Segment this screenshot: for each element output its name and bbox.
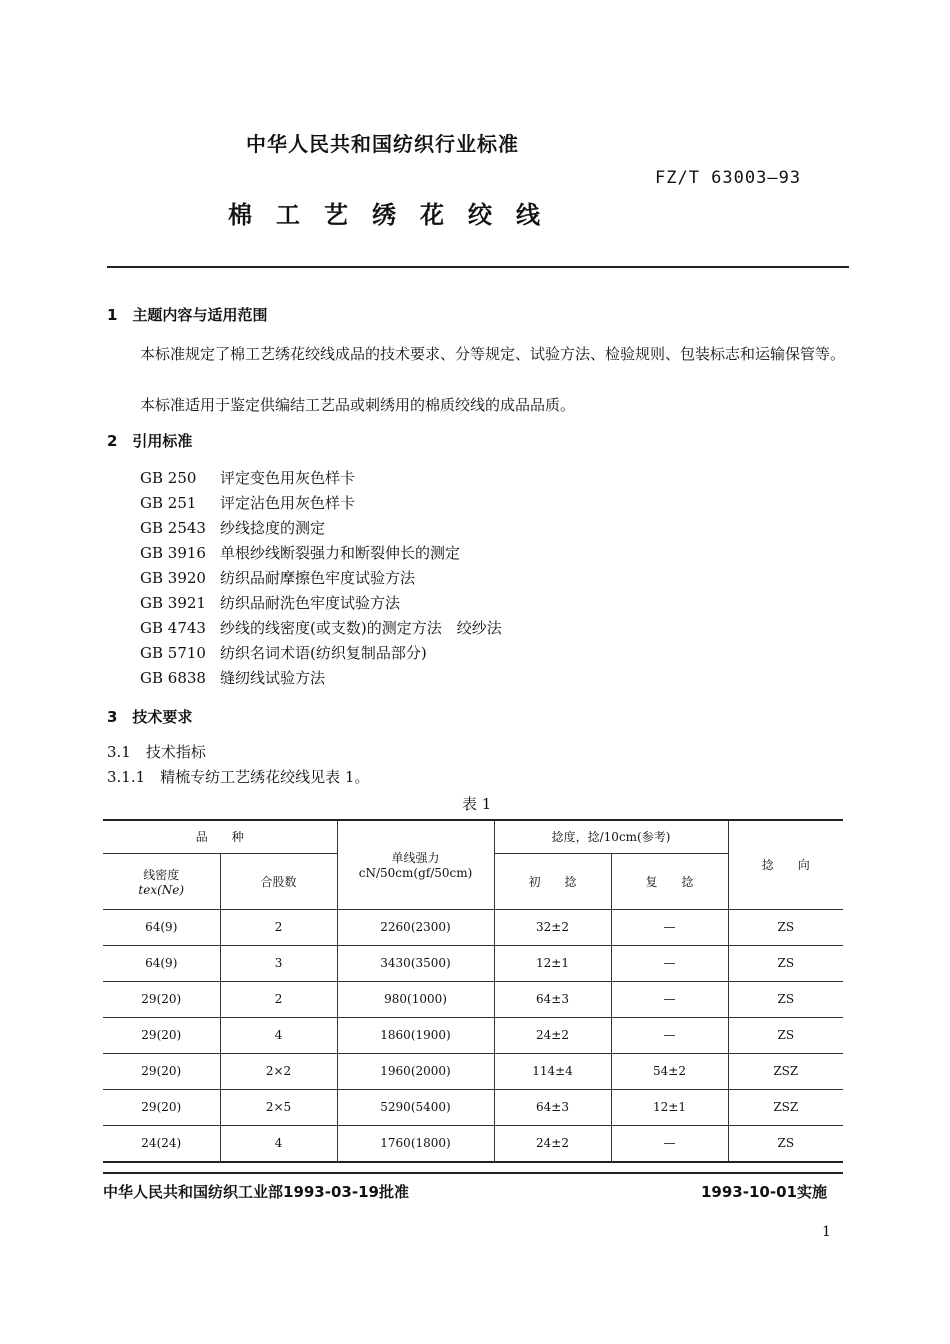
reference-title: 评定变色用灰色样卡 — [220, 469, 356, 487]
header-single-strength — [337, 820, 494, 909]
reference-item — [140, 516, 502, 541]
cell-re-twist: — — [611, 909, 728, 945]
table-row — [103, 1017, 843, 1053]
cell-plies: 2 — [220, 909, 337, 945]
cell-re-twist: — — [611, 981, 728, 1017]
reference-item — [140, 641, 502, 666]
effective-date: 1993-10-01实施 — [701, 1183, 827, 1201]
reference-title: 单根纱线断裂强力和断裂伸长的测定 — [220, 544, 461, 562]
table-row — [103, 981, 843, 1017]
table-row — [103, 909, 843, 945]
cell-re-twist: — — [611, 1017, 728, 1053]
subsection-3-1-1: 3.1.1 精梳专纺工艺绣花绞线见表 1。 — [107, 768, 370, 786]
cell-re-twist: 12±1 — [611, 1089, 728, 1125]
cell-initial-twist: 24±2 — [494, 1017, 611, 1053]
cell-strength: 1760(1800) — [337, 1125, 494, 1162]
header-variety: 品 种 — [103, 820, 337, 853]
cell-direction: ZS — [728, 909, 843, 945]
cell-direction: ZSZ — [728, 1089, 843, 1125]
reference-code: GB 251 — [140, 494, 197, 512]
table-row — [103, 1053, 843, 1089]
reference-item — [140, 541, 502, 566]
issuing-organization-title: 中华人民共和国纺织行业标准 — [246, 132, 519, 156]
reference-item — [140, 491, 502, 516]
table-row — [103, 1089, 843, 1125]
header-density-label: 线密度 — [143, 867, 180, 882]
reference-code: GB 250 — [140, 469, 197, 487]
table-caption: 表 1 — [462, 795, 492, 813]
reference-code: GB 6838 — [140, 669, 206, 687]
cell-direction: ZS — [728, 1017, 843, 1053]
approval-line: 中华人民共和国纺织工业部1993-03-19批准 — [103, 1183, 409, 1201]
section-1-paragraph-2: 本标准适用于鉴定供编结工艺品或刺绣用的棉质绞线的成品品质。 — [140, 396, 576, 414]
cell-initial-twist: 32±2 — [494, 909, 611, 945]
reference-code: GB 2543 — [140, 519, 206, 537]
reference-title: 纺织名词术语(纺织复制品部分) — [220, 644, 427, 662]
reference-item — [140, 591, 502, 616]
cell-re-twist: 54±2 — [611, 1053, 728, 1089]
header-twist: 捻度，捻/10cm(参考) — [494, 820, 728, 853]
reference-item — [140, 616, 502, 641]
cell-density: 29(20) — [103, 1017, 220, 1053]
table-row — [103, 1125, 843, 1162]
cell-density: 64(9) — [103, 945, 220, 981]
section-3-heading: 3 技术要求 — [107, 708, 193, 726]
cell-direction: ZSZ — [728, 1053, 843, 1089]
cell-density: 29(20) — [103, 1089, 220, 1125]
cell-density: 64(9) — [103, 909, 220, 945]
footer-divider — [103, 1172, 843, 1174]
section-2-heading: 2 引用标准 — [107, 432, 193, 450]
cell-plies: 2×2 — [220, 1053, 337, 1089]
cell-re-twist: — — [611, 1125, 728, 1162]
page-number: 1 — [822, 1224, 831, 1240]
reference-code: GB 3921 — [140, 594, 206, 612]
header-re-twist: 复 捻 — [611, 853, 728, 909]
cell-plies: 4 — [220, 1125, 337, 1162]
title-divider — [107, 266, 849, 268]
cell-re-twist: — — [611, 945, 728, 981]
header-density-unit: tex(Ne) — [138, 882, 185, 897]
cell-plies: 2×5 — [220, 1089, 337, 1125]
referenced-standards-list — [140, 466, 502, 691]
cell-direction: ZS — [728, 981, 843, 1017]
cell-density: 24(24) — [103, 1125, 220, 1162]
reference-title: 纱线捻度的测定 — [220, 519, 326, 537]
reference-title: 纺织品耐洗色牢度试验方法 — [220, 594, 401, 612]
header-plies: 合股数 — [220, 853, 337, 909]
section-1-paragraph-1: 本标准规定了棉工艺绣花绞线成品的技术要求、分等规定、试验方法、检验规则、包装标志和运输保管等。 — [140, 345, 846, 363]
reference-title: 纺织品耐摩擦色牢度试验方法 — [220, 569, 416, 587]
reference-code: GB 4743 — [140, 619, 206, 637]
cell-initial-twist: 64±3 — [494, 1089, 611, 1125]
cell-strength: 5290(5400) — [337, 1089, 494, 1125]
reference-title: 纱线的线密度(或支数)的测定方法 绞纱法 — [220, 619, 502, 637]
cell-initial-twist: 24±2 — [494, 1125, 611, 1162]
reference-code: GB 5710 — [140, 644, 206, 662]
cell-strength: 980(1000) — [337, 981, 494, 1017]
header-strength-unit: cN/50cm(gf/50cm) — [358, 866, 473, 881]
cell-plies: 4 — [220, 1017, 337, 1053]
cell-density: 29(20) — [103, 1053, 220, 1089]
subsection-3-1: 3.1 技术指标 — [107, 743, 206, 761]
document-title: 棉工艺绣花绞线 — [228, 201, 564, 229]
header-linear-density — [103, 853, 220, 909]
cell-initial-twist: 12±1 — [494, 945, 611, 981]
cell-strength: 1960(2000) — [337, 1053, 494, 1089]
header-twist-direction: 捻 向 — [728, 820, 843, 909]
header-strength-label: 单线强力 — [391, 851, 440, 866]
cell-direction: ZS — [728, 1125, 843, 1162]
reference-code: GB 3920 — [140, 569, 206, 587]
cell-strength: 2260(2300) — [337, 909, 494, 945]
reference-title: 缝纫线试验方法 — [220, 669, 326, 687]
cell-strength: 1860(1900) — [337, 1017, 494, 1053]
reference-item — [140, 466, 502, 491]
table-row — [103, 945, 843, 981]
reference-item — [140, 666, 502, 691]
reference-item — [140, 566, 502, 591]
section-1-heading: 1 主题内容与适用范围 — [107, 306, 268, 324]
cell-direction: ZS — [728, 945, 843, 981]
cell-initial-twist: 64±3 — [494, 981, 611, 1017]
cell-plies: 3 — [220, 945, 337, 981]
reference-title: 评定沾色用灰色样卡 — [220, 494, 356, 512]
standard-number: FZ/T 63003—93 — [655, 168, 802, 188]
header-initial-twist: 初 捻 — [494, 853, 611, 909]
cell-density: 29(20) — [103, 981, 220, 1017]
reference-code: GB 3916 — [140, 544, 206, 562]
cell-initial-twist: 114±4 — [494, 1053, 611, 1089]
specification-table — [103, 819, 843, 1163]
cell-plies: 2 — [220, 981, 337, 1017]
cell-strength: 3430(3500) — [337, 945, 494, 981]
